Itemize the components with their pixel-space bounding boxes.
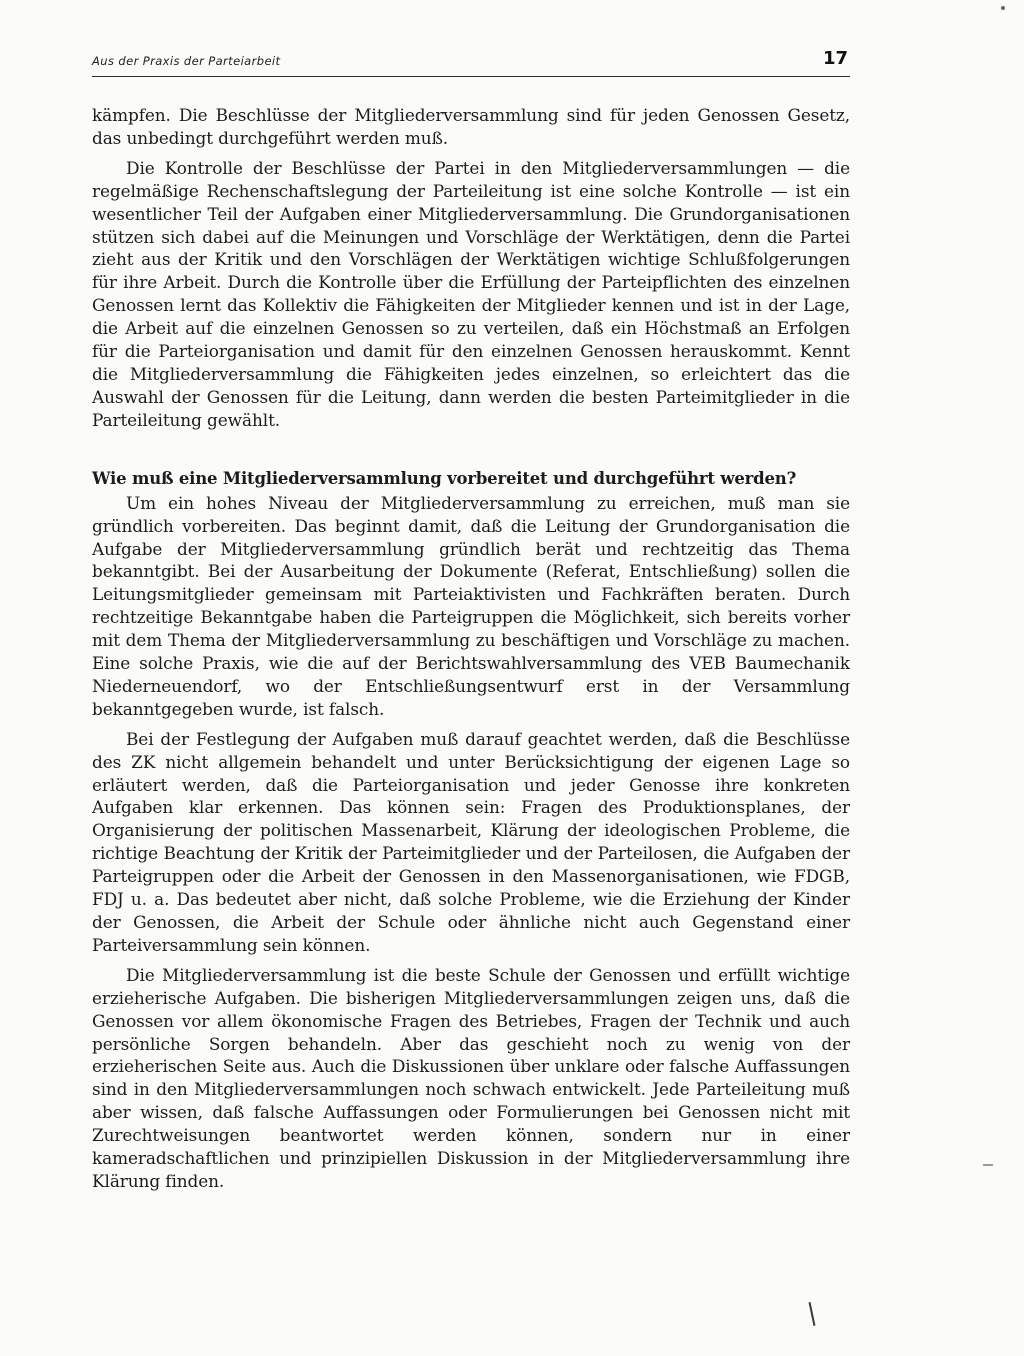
paragraph-kontrolle: Die Kontrolle der Beschlüsse der Partei in den Mitgliederversammlungen — die regelmäßige Rechenschaftslegung der Parteileitung ist eine solche Kontrolle — ist ein wesentlicher Teil der Aufgaben einer Mitgliederversammlung. Die Grundorganisationen stützen sich dabei auf die Meinungen und Vorschläge der Werktätigen, denn die Partei zieht aus der Kritik und den Vorschlägen der Werktätigen wichtige Schlußfolgerungen für ihre Arbeit. Durch die Kontrolle über die Erfüllung der Parteipflichten des einzelnen Genossen lernt das Kollektiv die Fähigkeiten der Mitglieder kennen und ist in der Lage, die Arbeit auf die einzelnen Genossen so zu verteilen, daß ein Höchstmaß an Erfolgen für die Parteiorganisation und damit für den einzelnen Genossen herauskommt. Kennt die Mitgliederversammlung die Fähigkeiten jedes einzelnen, so erleichtert das die Auswahl der Genossen für die Leitung, dann werden die besten Parteimitglieder in die Parteileitung gewählt. <box>92 157 850 430</box>
page-header <box>92 50 850 77</box>
page-body <box>92 104 850 1193</box>
paragraph-continuation: kämpfen. Die Beschlüsse der Mitgliederversammlung sind für jeden Genossen Gesetz, das unbedingt durchgeführt werden muß. <box>92 105 850 148</box>
scan-mark <box>809 1302 816 1326</box>
section-heading: Wie muß eine Mitgliederversammlung vorbereitet und durchgeführt werden? <box>92 468 797 488</box>
scan-mark <box>1001 6 1005 10</box>
paragraph-schule: Die Mitgliederversammlung ist die beste Schule der Genossen und erfüllt wichtige erzieherische Aufgaben. Die bisherigen Mitgliederversammlungen zeigen uns, daß die Genossen vor allem ökonomische Fragen des Betriebes, Fragen der Technik und auch persönliche Sorgen behandeln. Aber das geschieht noch zu wenig von der erzieherischen Seite aus. Auch die Diskussionen über unklare oder falsche Auffassungen sind in den Mitgliederversammlungen noch schwach entwickelt. Jede Parteileitung muß aber wissen, daß falsche Auffassungen oder Formulierungen bei Genossen nicht mit Zurechtweisungen beantwortet werden können, sondern nur in einer kameradschaftlichen und prinzipiellen Diskussion in der Mitgliederversammlung ihre Klärung finden. <box>92 964 850 1191</box>
page-number: 17 <box>822 48 848 69</box>
running-head: Aus der Praxis der Parteiarbeit <box>92 54 281 68</box>
paragraph-aufgaben: Bei der Festlegung der Aufgaben muß darauf geachtet werden, daß die Beschlüsse des ZK nicht allgemein behandelt und unter Berücksichtigung der eigenen Lage so erläutert werden, daß die Parteiorganisation und jeder Genosse ihre konkreten Aufgaben klar erkennen. Das können sein: Fragen des Produktionsplanes, der Organisierung der politischen Massenarbeit, Klärung der ideologischen Probleme, die richtige Beachtung der Kritik der Parteimitglieder und der Parteilosen, die Aufgaben der Parteigruppen oder die Arbeit der Genossen in den Massenorganisationen, wie FDGB, FDJ u. a. Das bedeutet aber nicht, daß solche Probleme, wie die Erziehung der Kinder der Genossen, die Arbeit der Schule oder ähnliche nicht auch Gegenstand einer Parteiversammlung sein können. <box>92 728 850 955</box>
scan-mark <box>983 1164 993 1166</box>
paragraph-vorbereitung: Um ein hohes Niveau der Mitgliederversammlung zu erreichen, muß man sie gründlich vorbereiten. Das beginnt damit, daß die Leitung der Grundorganisation die Aufgabe der Mitgliederversammlung gründlich berät und rechtzeitig das Thema bekanntgibt. Bei der Ausarbeitung der Dokumente (Referat, Entschließung) sollen die Leitungsmitglieder gemeinsam mit Parteiaktivisten und Fachkräften beraten. Durch rechtzeitige Bekanntgabe haben die Parteigruppen die Möglichkeit, sich bereits vorher mit dem Thema der Mitgliederversammlung zu beschäftigen und Vorschläge zu machen. Eine solche Praxis, wie die auf der Berichtswahlversammlung des VEB Baumechanik Niederneuendorf, wo der Entschließungsentwurf erst in der Versammlung bekanntgegeben wurde, ist falsch. <box>92 492 850 719</box>
